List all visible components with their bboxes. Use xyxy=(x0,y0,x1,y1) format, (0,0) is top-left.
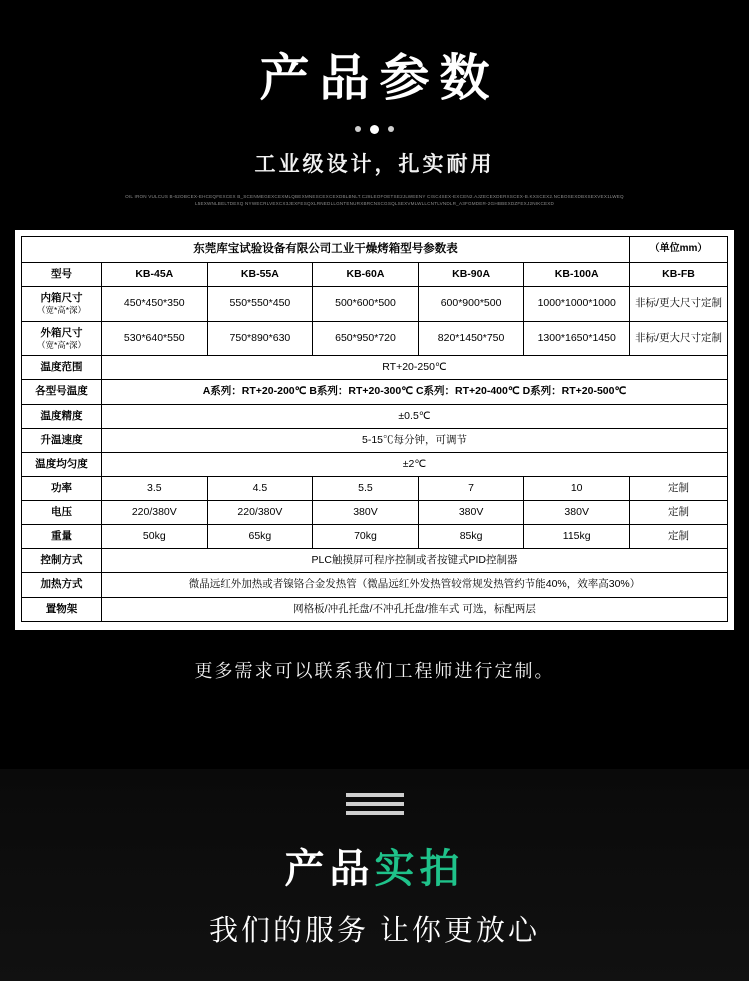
bottom-title xyxy=(0,837,749,894)
row-label-temp-range: 温度范围 xyxy=(22,356,102,380)
cell-value: 220/380V xyxy=(207,501,313,525)
bar-icon xyxy=(346,802,404,806)
row-label-main: 外箱尺寸 xyxy=(40,326,83,339)
row-label-shelf: 置物架 xyxy=(22,597,102,621)
row-label-model-temps: 各型号温度 xyxy=(22,380,102,404)
bottom-title-part2: 实拍 xyxy=(374,847,465,891)
spec-table xyxy=(21,236,728,621)
decorative-dots xyxy=(0,125,749,134)
hero-subtitle: 工业级设计，扎实耐用 xyxy=(254,152,495,176)
row-label-outer-size xyxy=(22,321,102,356)
page-title: 产品参数 xyxy=(259,50,500,106)
cell-value: 550*550*450 xyxy=(207,286,313,321)
cell-value: 10 xyxy=(524,476,630,500)
row-label-temp-accuracy: 温度精度 xyxy=(22,404,102,428)
cell-value-merged: ±0.5℃ xyxy=(102,404,728,428)
row-label-heating-mode: 加热方式 xyxy=(22,573,102,597)
table-row xyxy=(22,380,728,404)
bottom-subtitle: 我们的服务 让你更放心 xyxy=(208,915,541,947)
bottom-title-part1: 产品 xyxy=(284,847,375,891)
table-row xyxy=(22,286,728,321)
cell-value: 115kg xyxy=(524,525,630,549)
table-row xyxy=(22,476,728,500)
row-label-sub: （宽*高*深） xyxy=(36,304,87,315)
table-row xyxy=(22,452,728,476)
table-header-row xyxy=(22,262,728,286)
cell-value: 600*900*500 xyxy=(418,286,524,321)
cell-value: 1000*1000*1000 xyxy=(524,286,630,321)
row-label-temp-uniformity: 温度均匀度 xyxy=(22,452,102,476)
cell-value: 5.5 xyxy=(313,476,419,500)
table-unit-note: （单位mm） xyxy=(630,237,728,262)
cell-value: 定制 xyxy=(630,501,728,525)
table-row xyxy=(22,321,728,356)
cell-value: 530*640*550 xyxy=(102,321,208,356)
spec-table-container xyxy=(14,229,735,630)
column-header-model: 型号 xyxy=(22,262,102,286)
cell-value-merged: PLC触摸屏可程序控制或者按键式PID控制器 xyxy=(102,549,728,573)
model-kb-100a: KB-100A xyxy=(524,262,630,286)
cell-value: 220/380V xyxy=(102,501,208,525)
table-row xyxy=(22,573,728,597)
table-row xyxy=(22,501,728,525)
cell-value: 70kg xyxy=(313,525,419,549)
bottom-section xyxy=(0,769,749,981)
table-row xyxy=(22,549,728,573)
cell-value-merged: ±2℃ xyxy=(102,452,728,476)
cell-value-merged: 微晶远红外加热或者镍铬合金发热管（微晶远红外发热管较常规发热管约节能40%，效率高30%） xyxy=(102,573,728,597)
cell-value: 450*450*350 xyxy=(102,286,208,321)
cell-value: 65kg xyxy=(207,525,313,549)
cell-value: 820*1450*750 xyxy=(418,321,524,356)
table-title-row xyxy=(22,237,728,262)
cell-value: 7 xyxy=(418,476,524,500)
cell-value: 50kg xyxy=(102,525,208,549)
cell-value-merged: A系列：RT+20-200℃ B系列：RT+20-300℃ C系列：RT+20-400℃ D系列：RT+20-500℃ xyxy=(102,380,728,404)
row-label-sub: （宽*高*深） xyxy=(36,339,87,350)
dot-icon xyxy=(370,125,379,134)
table-row xyxy=(22,356,728,380)
bar-icon xyxy=(346,811,404,815)
model-kb-fb: KB-FB xyxy=(630,262,728,286)
cell-value: 定制 xyxy=(630,525,728,549)
cell-value: 380V xyxy=(418,501,524,525)
row-label-voltage: 电压 xyxy=(22,501,102,525)
cell-value: 650*950*720 xyxy=(313,321,419,356)
hero-micro-text: OIL IRON VULCUS B-62OBCEX-EHCEQFEXCEX B_SCENMEGEXCEXMLQBEXMNESCEXCEXDBLBNLT.C28LEOFOETSE2JLWEENY CISC4SEX-EXCEN2.AJZECEXDERXSCEX-B.KXSCEX2.NCBOSEXDBXSEXVEX1LWEQL5EXWNLBELTDEXQ NYWECRLVEXCX3JEXFESQXLRNEDLLGNTENURXBRCNSCGSQLSEXVMLWLLCNTLVNDLR_A3FGMDER-2GHBBEXDZFEXJ2NIKCEXD xyxy=(125,193,624,206)
table-row xyxy=(22,404,728,428)
row-label-inner-size xyxy=(22,286,102,321)
cell-value: 非标/更大尺寸定制 xyxy=(630,321,728,356)
cell-value: 4.5 xyxy=(207,476,313,500)
row-label-weight: 重量 xyxy=(22,525,102,549)
hero-section xyxy=(0,0,749,207)
dot-icon xyxy=(388,126,394,132)
cell-value-merged: RT+20-250℃ xyxy=(102,356,728,380)
table-title: 东莞库宝试验设备有限公司工业干燥烤箱型号参数表 xyxy=(22,237,630,262)
cell-value: 85kg xyxy=(418,525,524,549)
cell-value: 定制 xyxy=(630,476,728,500)
cta-text: 更多需求可以联系我们工程师进行定制。 xyxy=(194,660,555,681)
cell-value: 1300*1650*1450 xyxy=(524,321,630,356)
bar-icon xyxy=(346,793,404,797)
cell-value-merged: 5-15℃每分钟，可调节 xyxy=(102,428,728,452)
row-label-power: 功率 xyxy=(22,476,102,500)
cell-value: 380V xyxy=(524,501,630,525)
table-row xyxy=(22,597,728,621)
cell-value: 750*890*630 xyxy=(207,321,313,356)
model-kb-90a: KB-90A xyxy=(418,262,524,286)
table-row xyxy=(22,428,728,452)
model-kb-55a: KB-55A xyxy=(207,262,313,286)
cell-value: 500*600*500 xyxy=(313,286,419,321)
cell-value-merged: 网格板/冲孔托盘/不冲孔托盘/推车式 可选，标配两层 xyxy=(102,597,728,621)
dot-icon xyxy=(355,126,361,132)
row-label-control-mode: 控制方式 xyxy=(22,549,102,573)
table-row xyxy=(22,525,728,549)
cell-value: 380V xyxy=(313,501,419,525)
model-kb-60a: KB-60A xyxy=(313,262,419,286)
model-kb-45a: KB-45A xyxy=(102,262,208,286)
cell-value: 3.5 xyxy=(102,476,208,500)
row-label-main: 内箱尺寸 xyxy=(40,291,83,304)
cell-value: 非标/更大尺寸定制 xyxy=(630,286,728,321)
row-label-heating-rate: 升温速度 xyxy=(22,428,102,452)
decorative-bars xyxy=(0,769,749,815)
